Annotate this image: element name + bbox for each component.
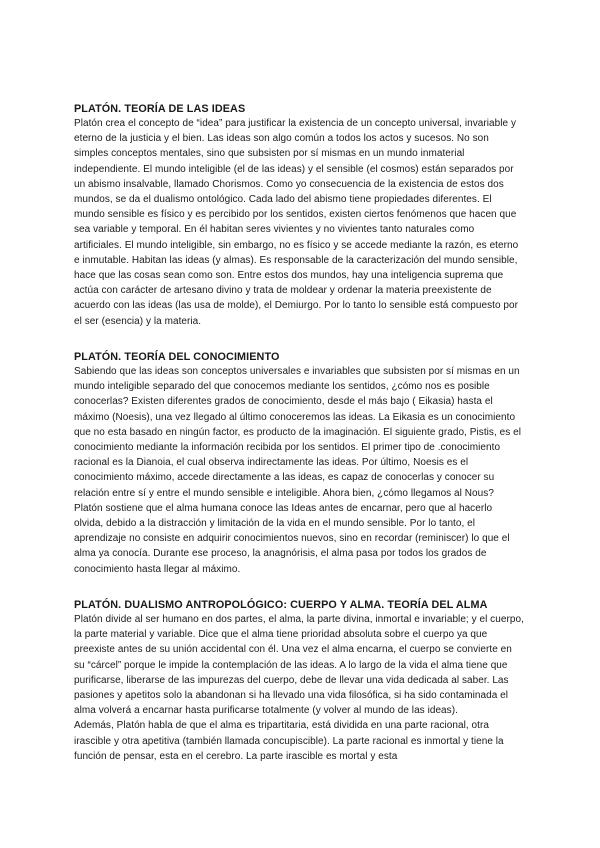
section-paragraph: Platón crea el concepto de “idea” para justificar la existencia de un concepto universal, invariable y eterno de la justicia y el bien. Las ideas son algo común a todos los actos y sucesos. No son simples conceptos mentales, sino que subsisten por sí mismas en un mundo inmaterial independiente. El mundo inteligible (el de las ideas) y el sensible (el cosmos) están separados por un abismo insalvable, llamado Chorismos. Como yo consecuencia de la existencia de estos dos mundos, se da el dualismo ontológico. Cada lado del abismo tiene propiedades diferentes. El mundo sensible es físico y es percibido por los sentidos, existen ciertos fenómenos que hacen que sea variable y temporal. En él habitan seres vivientes y no vivientes tanto naturales como artificiales. El mundo inteligible, sin embargo, no es físico y se accede mediante la razón, es eterno e inmutable. Habitan las ideas (y almas). Es responsable de la caracterización del mundo sensible, hace que las cosas sean como son. Entre estos dos mundos, hay una inteligencia suprema que actúa con carácter de artesano divino y trata de moldear y ordenar la materia preexistente de acuerdo con las ideas (las usa de molde), el Demiurgo. Por lo tanto lo sensible está compuesto por el ser (esencia) y la materia.	[74, 118, 519, 327]
section-teoria-ideas	[74, 102, 524, 329]
section-heading: PLATÓN. DUALISMO ANTROPOLÓGICO: CUERPO Y ALMA. TEORÍA DEL ALMA	[74, 599, 488, 611]
section-heading: PLATÓN. TEORÍA DEL CONOCIMIENTO	[74, 351, 280, 363]
section-heading: PLATÓN. TEORÍA DE LAS IDEAS	[74, 103, 246, 115]
section-teoria-conocimiento	[74, 350, 524, 577]
section-paragraph: Sabiendo que las ideas son conceptos universales e invariables que subsisten por sí mismas en un mundo inteligible separado del que conocemos mediante los sentidos, ¿cómo nos es posible conocerlas? Existen diferentes grados de conocimiento, desde el más bajo ( Eikasia) hasta el máximo (Noesis), una vez llegado al último conoceremos las ideas. La Eikasia es un conocimiento que no esta basado en ningún factor, es producto de la imaginación. El siguiente grado, Pistis, es el conocimiento mediante la información recibida por los sentidos. El primer tipo de .conocimiento racional es la Dianoia, el cual observa indirectamente las ideas. Por último, Noesis es el conocimiento máximo, accede directamente a las ideas, es capaz de conocerlas y conocer su relación entre sí y entre el mundo sensible e inteligible. Ahora bien, ¿cómo llegamos al Nous? Platón sostiene que el alma humana conoce las Ideas antes de encarnar, pero que al hacerlo olvida, debido a la distracción y limitación de la vida en el mundo sensible. Por lo tanto, el aprendizaje no consiste en adquirir conocimientos nuevos, sino en recordar (reminiscer) lo que el alma ya conocía. Durante ese proceso, la anagnórisis, el alma pasa por todos los grados de conocimiento hasta llegar al máximo.	[74, 366, 522, 575]
section-paragraph: Platón divide al ser humano en dos partes, el alma, la parte divina, inmortal e invariable; y el cuerpo, la parte material y variable. Dice que el alma tiene prioridad absoluta sobre el cuerpo ya que preexiste antes de su unión accidental con él. Una vez el alma encarna, el cuerpo se convierte en su “cárcel” porque le impide la contemplación de las ideas. A lo largo de la vida el alma tiene que purificarse, liberarse de las impurezas del cuerpo, debe de llevar una vida dedicada al saber. Las pasiones y apetitos solo la abandonan si ha llevado una vida filosófica, si ha sido contaminada el alma volverá a encarnar hasta purificarse totalmente (y volver al mundo de las ideas).	[74, 614, 524, 717]
section-paragraph: Además, Platón habla de que el alma es tripartitaria, está dividida en una parte racional, otra irascible y otra apetitiva (también llamada concupiscible). La parte racional es inmortal y tiene la función de pensar, esta en el cerebro. La parte irascible es mortal y esta	[74, 720, 504, 762]
section-dualismo-antropologico	[74, 598, 524, 764]
